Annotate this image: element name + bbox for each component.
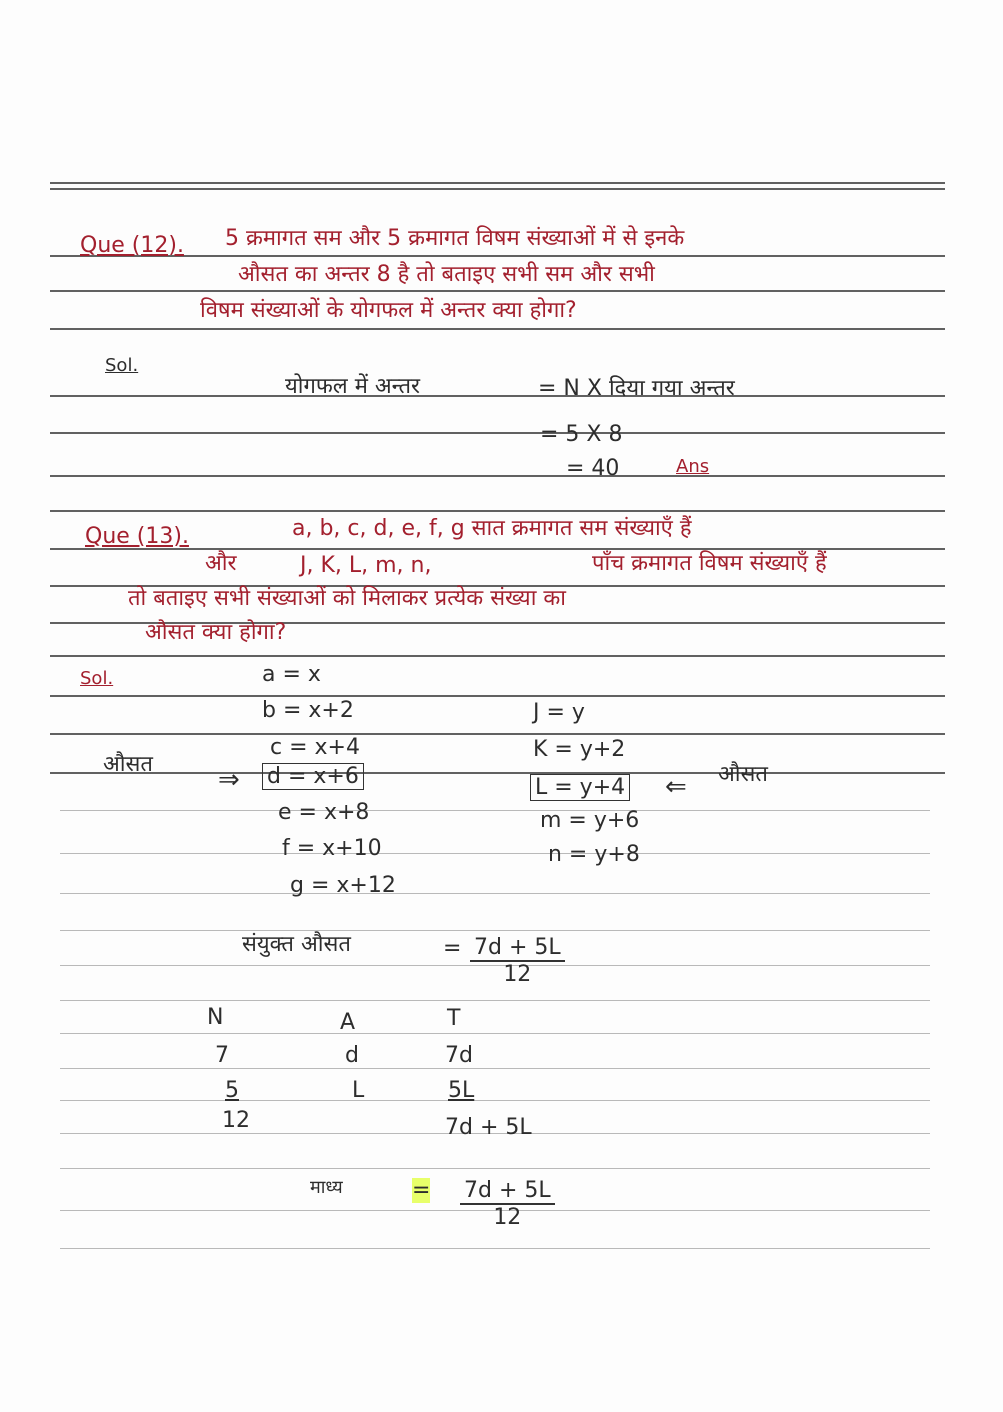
ruled-line: [50, 475, 945, 477]
table-row-2-n: 5: [225, 1078, 239, 1103]
ruled-line: [60, 1100, 930, 1101]
even-c: c = x+4: [270, 735, 360, 760]
even-f: f = x+10: [282, 836, 382, 861]
mean-numerator: 7d + 5L: [460, 1178, 555, 1205]
mean-equals: =: [412, 1178, 431, 1203]
question-12-line-3: विषम संख्याओं के योगफल में अन्तर क्या होगा?: [200, 298, 577, 323]
ruled-line: [60, 1068, 930, 1069]
ruled-line: [50, 772, 945, 774]
arrow-left-icon: ⇐: [665, 772, 687, 802]
table-header-n: N: [207, 1005, 224, 1030]
question-13-line-2b: J, K, L, m, n,: [300, 553, 432, 578]
table-row-1-t: 7d: [445, 1043, 473, 1068]
sum-difference-label: योगफल में अन्तर: [285, 374, 420, 399]
ruled-line: [50, 733, 945, 735]
ruled-line: [60, 1248, 930, 1249]
ruled-line: [60, 810, 930, 811]
question-12-line-1: 5 क्रमागत सम और 5 क्रमागत विषम संख्याओं में से इनके: [225, 226, 685, 251]
question-13-line-2a: और: [205, 551, 237, 576]
table-header-a: A: [340, 1010, 356, 1035]
ruled-line: [60, 893, 930, 894]
ruled-line: [50, 432, 945, 434]
combined-numerator: 7d + 5L: [470, 935, 565, 962]
answer-mark: Ans: [676, 456, 710, 477]
sum-difference-formula: = N X दिया गया अन्तर: [538, 376, 735, 401]
even-d-boxed: d = x+6: [262, 763, 364, 790]
question-13-line-2c: पाँच क्रमागत विषम संख्याएँ हैं: [592, 551, 827, 576]
ruled-line: [60, 1168, 930, 1169]
table-row-1-a: d: [345, 1043, 359, 1068]
arrow-right-icon: ⇒: [218, 765, 240, 795]
ruled-line: [50, 182, 945, 184]
odd-m: m = y+6: [540, 808, 640, 833]
table-row-1-n: 7: [215, 1043, 229, 1068]
odd-l-boxed: L = y+4: [530, 774, 630, 801]
table-row-2-t: 5L: [448, 1078, 475, 1103]
ruled-line: [50, 328, 945, 330]
sum-difference-step-2: = 5 X 8: [540, 422, 623, 447]
table-total-t: 7d + 5L: [445, 1115, 532, 1140]
combined-average-label: संयुक्त औसत: [242, 932, 351, 957]
ruled-line: [60, 1033, 930, 1034]
question-13-line-4: औसत क्या होगा?: [145, 620, 287, 645]
ruled-line: [60, 1000, 930, 1001]
ruled-line: [50, 290, 945, 292]
combined-denominator: 12: [503, 962, 532, 987]
question-13-line-1: a, b, c, d, e, f, g सात क्रमागत सम संख्याएँ हैं: [292, 516, 692, 541]
odd-j: J = y: [533, 700, 585, 725]
solution-12-label: Sol.: [105, 355, 139, 376]
even-g: g = x+12: [290, 873, 396, 898]
ruled-line: [60, 853, 930, 854]
ruled-line: [50, 395, 945, 397]
even-e: e = x+8: [278, 800, 370, 825]
even-a: a = x: [262, 662, 321, 687]
question-13-label: Que (13).: [85, 524, 189, 549]
ruled-line: [60, 930, 930, 931]
mean-fraction: [460, 1178, 555, 1230]
table-total-n: 12: [222, 1108, 250, 1133]
average-label-right: औसत: [718, 762, 768, 787]
mean-label: माध्य: [310, 1177, 343, 1198]
table-row-2-a: L: [352, 1078, 365, 1103]
ruled-line: [50, 695, 945, 697]
table-header-t: T: [447, 1006, 461, 1031]
odd-k: K = y+2: [533, 737, 626, 762]
question-12-line-2: औसत का अन्तर 8 है तो बताइए सभी सम और सभी: [238, 262, 655, 287]
combined-average-fraction: [470, 935, 565, 987]
mean-denominator: 12: [493, 1205, 522, 1230]
odd-n: n = y+8: [548, 842, 640, 867]
average-label-left: औसत: [103, 752, 153, 777]
ruled-line: [50, 255, 945, 257]
ruled-line: [50, 188, 945, 190]
question-13-line-3: तो बताइए सभी संख्याओं को मिलाकर प्रत्येक संख्या का: [128, 586, 566, 611]
sum-difference-result: = 40: [566, 456, 620, 481]
solution-13-label: Sol.: [80, 668, 114, 689]
even-b: b = x+2: [262, 698, 354, 723]
combined-average-equals: =: [443, 936, 462, 961]
question-12-label: Que (12).: [80, 233, 184, 258]
ruled-line: [50, 655, 945, 657]
